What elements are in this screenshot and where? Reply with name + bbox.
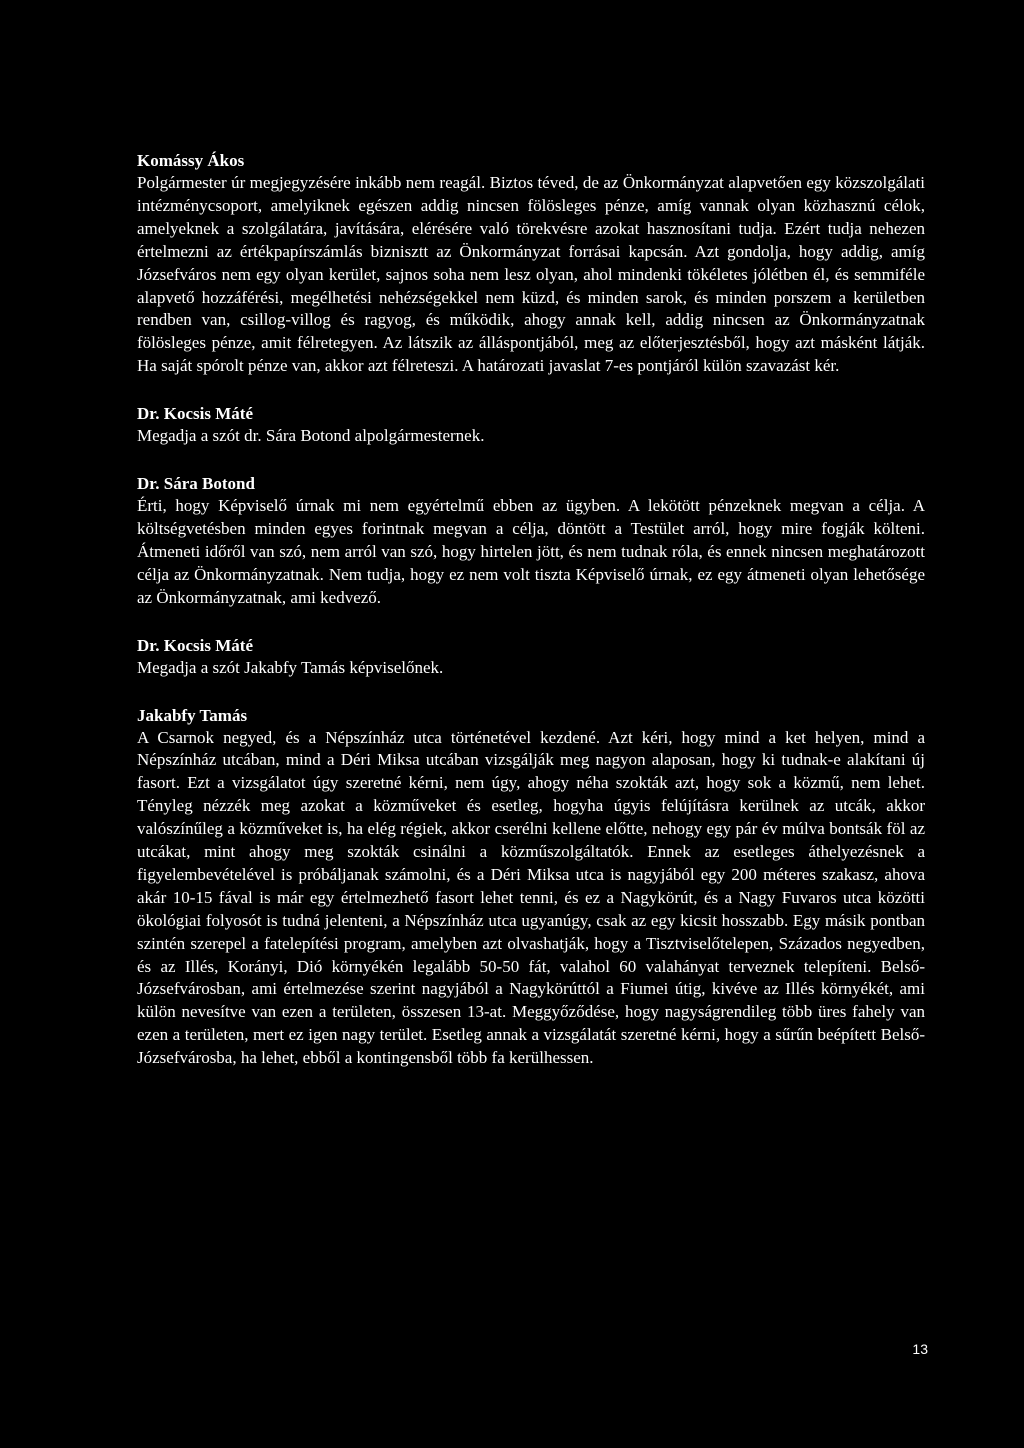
page-number: 13 [912,1341,928,1357]
speaker-name: Dr. Kocsis Máté [137,404,253,424]
speech-block [137,635,925,680]
speaker-name: Komássy Ákos [137,151,245,170]
speech-text: Polgármester úr megjegyzésére inkább nem reagál. Biztos téved, de az Önkormányzat alapvetően egy közszolgálati intézménycsoport, amelyiknek egészen addig nincsen fölösleges pénze, amíg vannak olyan közhasznú célok, amelyeknek a szolgálatára, javítására, elérésére való törekvésre azokat hasznosítani tudja. Ezért tudja nehezen értelmezni az értékpapírszámlás biznisztt az Önkormányzat forrásai kapcsán. Azt gondolja, hogy addig, amíg Józsefváros nem egy olyan kerület, sajnos soha nem lesz olyan, ahol mindenki tökéletes jólétben él, és semmiféle alapvető hozzáférési, megélhetési nehézségekkel nem küzd, és minden sarok, és minden porszem a kerületben rendben van, csillog-villog és ragyog, és működik, ahogy annak kell, addig nincsen az Önkormányzatnak fölösleges pénze, amit félretegyen. Az látszik az álláspontjából, meg az előterjesztésből, hogy azt másként látják. Ha saját spórolt pénze van, akkor azt félreteszi. A határozati javaslat 7-es pontjáról külön szavazást kér. [137,173,925,376]
speech-text: Megadja a szót dr. Sára Botond alpolgármesternek. [137,426,485,446]
speech-text: Megadja a szót Jakabfy Tamás képviselőnek. [137,657,444,677]
speech-block [137,473,925,610]
speech-block [137,705,925,1071]
speech-text: Érti, hogy Képviselő úrnak mi nem egyértelmű ebben az ügyben. A lekötött pénzeknek megvan a célja. A költségvetésben minden egyes forintnak megvan a célja, döntött a Testület arról, hogy mire fogják költeni. Átmeneti időről van szó, nem arról van szó, hogy hirtelen jött, és nem tudnak róla, és ennek nincsen meghatározott célja az Önkormányzatnak. Nem tudja, hogy ez nem volt tiszta Képviselő úrnak, ez egy átmeneti olyan lehetősége az Önkormányzatnak, ami kedvező. [137,496,925,607]
speech-block [137,403,925,448]
speech-text: A Csarnok negyed, és a Népszínház utca történetével kezdené. Azt kéri, hogy mind a ket helyen, mind a Népszínház utcában, mind a Déri Miksa utcában vizsgálják meg nagyon alaposan, hogy ki tudnak-e alakítani új fasort. Ezt a vizsgálatot úgy szeretné kérni, nem úgy, ahogy néha szokták azt, hogy sok a közmű, nem lehet. Tényleg nézzék meg azokat a közműveket és esetleg, hogyha úgyis felújításra kerülnek az utcák, akkor valószínűleg a közműveket is, ha elég régiek, akkor cserélni kellene előtte, nehogy egy pár év múlva bontsák föl az utcákat, mint ahogy meg szokták csinálni a közműszolgáltatók. Ennek az esetleges áthelyezésnek a figyelembevételével is próbáljanak számolni, és a Déri Miksa utca is nagyjából egy 200 méteres szakasz, ahova akár 10-15 fával is már egy értelmezhető fasort lehet tenni, és ez a Nagykörút, és a Nagy Fuvaros utca közötti ökológiai folyosót is tudná jelenteni, a Népszínház utca ugyanúgy, csak az egy kicsit hosszabb. Egy másik pontban szintén szerepel a fatelepítési program, amelyben azt olvashatják, hogy a Tisztviselőtelepen, Százados negyedben, és az Illés, Korányi, Dió környékén legalább 50-50 fát, valahol 60 valahányat terveznek telepíteni. Belső-Józsefvárosban, ami értelmezése szerint nagyjából a Nagykörúttól a Fiumei útig, kivéve az Illés környékét, ami külön nevesítve van ezen a területen, összesen 13-at. Meggyőződése, hogy nagyságrendileg több üres fahely van ezen a területen, mert ez igen nagy terület. Esetleg annak a vizsgálatát szeretné kérni, hogy a sűrűn beépített Belső-Józsefvárosba, ha lehet, ebből a kontingensből több fa kerülhessen. [137,727,925,1068]
speaker-name: Dr. Kocsis Máté [137,635,253,655]
speaker-name: Jakabfy Tamás [137,705,248,725]
document-page [137,150,925,1095]
speaker-name: Dr. Sára Botond [137,474,255,494]
speech-block [137,150,925,378]
